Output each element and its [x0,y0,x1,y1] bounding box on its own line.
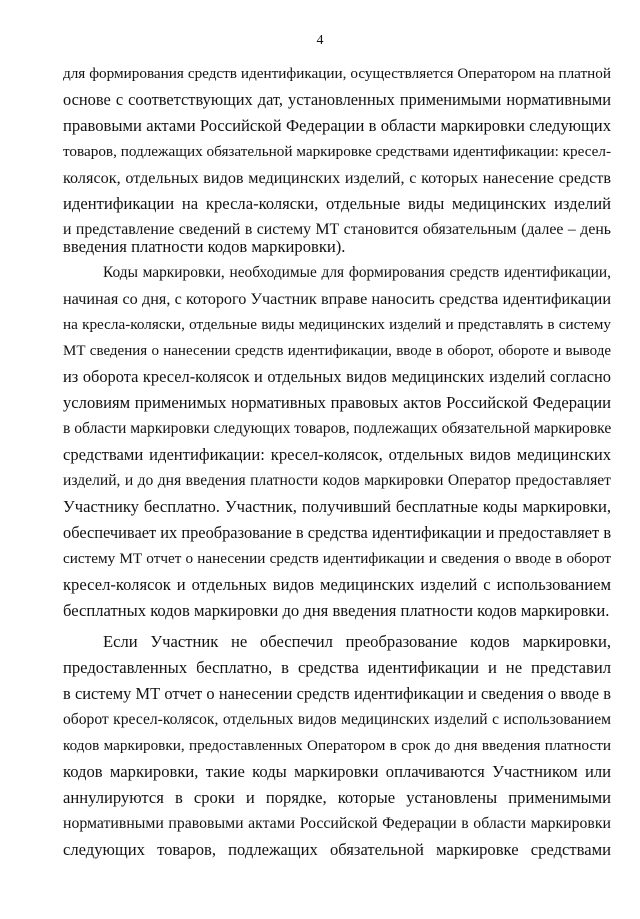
page-number: 4 [316,33,324,48]
paragraph-2-line-4: МТ сведения о нанесении средств идентификации, вводе в оборот, обороте и выводе [63,343,611,359]
paragraph-3-line-8: нормативными правовыми актами Российской Федерации в области маркировки [63,815,611,832]
paragraph-3-line-5: кодов маркировки, предоставленных Оператором в срок до дня введения платности [63,737,611,754]
paragraph-1-line-4: товаров, подлежащих обязательной маркировке средствами идентификации: кресел- [63,143,611,160]
paragraph-2-line-2: начиная со дня, с которого Участник вправе наносить средства идентификации [63,290,611,308]
paragraph-2-line-11: обеспечивает их преобразование в средства идентификации и предоставляет в [63,523,612,542]
paragraph-1-line-5: колясок, отдельных видов медицинских изделий, с которых нанесение средств [63,169,611,187]
paragraph-1-line-7: и представление сведений в систему МТ становится обязательным (далее – день [63,221,611,238]
paragraph-2-line-13: кресел-колясок и отдельных видов медицинских изделий с использованием [63,575,611,594]
paragraph-3-line-7: аннулируются в сроки и порядке, которые установлены применимыми [63,788,611,807]
paragraph-2-line-12: систему МТ отчет о нанесении средств идентификации и сведения о вводе в оборот [63,550,611,567]
paragraph-2-line-5: из оборота кресел-колясок и отдельных видов медицинских изделий согласно [63,367,611,386]
paragraph-3-line-9: следующих товаров, подлежащих обязательной маркировке средствами [63,840,611,859]
paragraph-2-line-6: условиям применимых нормативных правовых актов Российской Федерации [63,393,611,412]
paragraph-3-line-3: в систему МТ отчет о нанесении средств идентификации и сведения о вводе в [63,684,611,703]
paragraph-3-line-2: предоставленных бесплатно, в средства идентификации и не представил [63,658,611,677]
paragraph-1-line-2: основе с соответствующих дат, установленных применимыми нормативными [63,90,611,109]
paragraph-2-line-7: в области маркировки следующих товаров, подлежащих обязательной маркировке [63,420,612,437]
paragraph-1-line-6: идентификации на кресла-коляски, отдельные виды медицинских изделий [63,194,611,213]
paragraph-2-line-14: бесплатных кодов маркировки до дня введения платности кодов маркировки. [63,601,610,620]
paragraph-3-line-4: оборот кресел-колясок, отдельных видов медицинских изделий с использованием [63,711,611,728]
paragraph-2-line-3: на кресла-коляски, отдельные виды медицинских изделий и представлять в систему [63,316,611,333]
paragraph-2-line-9: изделий, и до дня введения платности кодов маркировки Оператор предоставляет [63,472,611,489]
paragraph-2-line-10: Участнику бесплатно. Участник, получивший бесплатные коды маркировки, [63,497,611,516]
paragraph-1-line-8: введения платности кодов маркировки). [63,237,346,256]
paragraph-1-line-1: для формирования средств идентификации, осуществляется Оператором на платной [63,65,611,82]
paragraph-2-line-1: Коды маркировки, необходимые для формирования средств идентификации, [103,264,611,281]
paragraph-3-line-6: кодов маркировки, такие коды маркировки оплачиваются Участником или [63,762,611,781]
paragraph-3-line-1: Если Участник не обеспечил преобразование кодов маркировки, [103,632,611,651]
paragraph-1-line-3: правовыми актами Российской Федерации в области маркировки следующих [63,116,611,135]
paragraph-2-line-8: средствами идентификации: кресел-колясок, отдельных видов медицинских [63,445,611,464]
